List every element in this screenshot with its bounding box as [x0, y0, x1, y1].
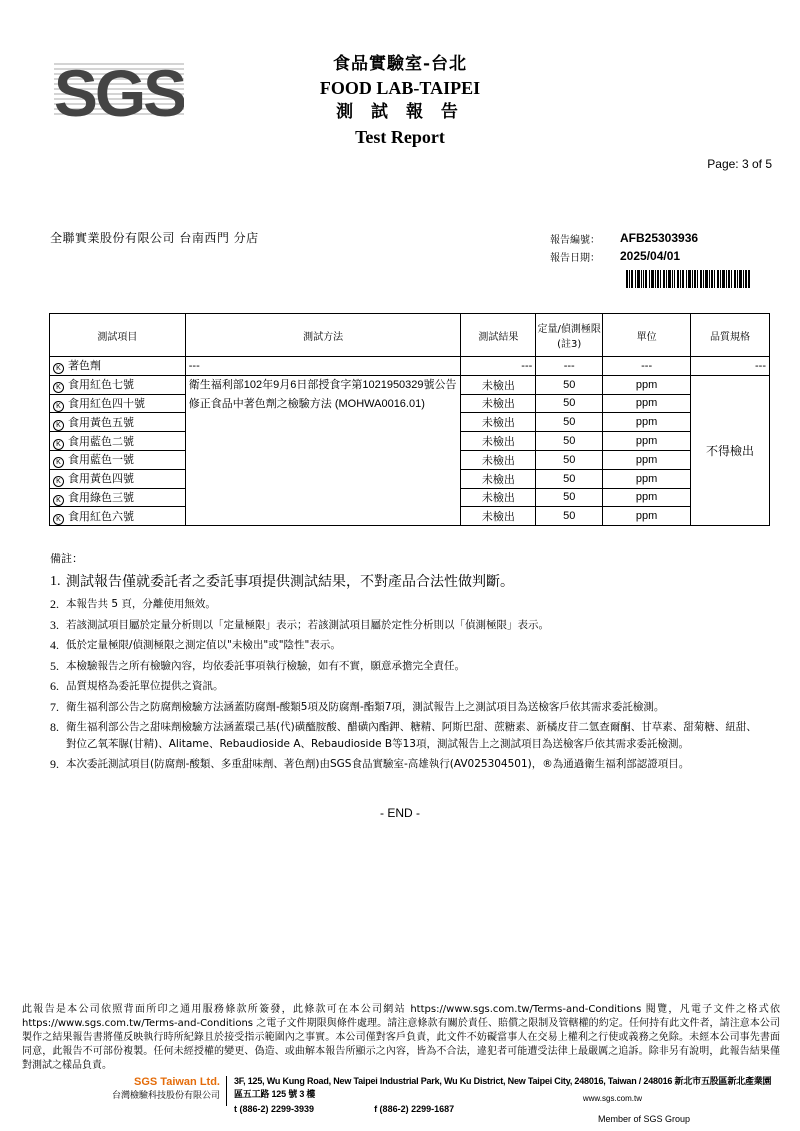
- footer-website[interactable]: www.sgs.com.tw: [582, 1094, 642, 1103]
- note-text: 衛生福利部公告之防腐劑檢驗方法涵蓋防腐劑-酸類5項及防腐劑-酯類7項，測試報告上之測試項目為送檢客戶依其需求委託檢測。: [66, 700, 665, 713]
- result-cell: 未檢出: [461, 375, 536, 394]
- table-row: [50, 375, 770, 394]
- limit-cell: 50: [536, 469, 603, 488]
- item-label: 食用藍色一號: [68, 454, 134, 467]
- note-number: 5.: [50, 658, 59, 673]
- unit-cell: ppm: [603, 432, 691, 451]
- results-table: [49, 313, 770, 526]
- group-spec: ---: [691, 357, 770, 376]
- unit-cell: ppm: [603, 488, 691, 507]
- report-title-en: Test Report: [355, 127, 445, 147]
- note-item: [50, 658, 765, 675]
- note-number: 3.: [50, 617, 59, 632]
- result-cell: 未檢出: [461, 413, 536, 432]
- limit-cell: 50: [536, 488, 603, 507]
- company-name-zh: 台灣檢驗科技股份有限公司: [111, 1091, 220, 1101]
- item-label: 食用紅色六號: [68, 510, 134, 523]
- note-number: 8.: [50, 720, 59, 734]
- footer-member: Member of SGS Group: [597, 1114, 690, 1124]
- k-mark-icon: K: [53, 401, 64, 412]
- footer-contact: [234, 1074, 780, 1114]
- note-item: [50, 572, 765, 592]
- footer: [22, 1072, 780, 1131]
- svg-text:SGS: SGS: [54, 58, 184, 120]
- end-marker: - END -: [380, 806, 420, 820]
- notes-section: [50, 550, 765, 777]
- item-label: 食用藍色二號: [68, 435, 134, 448]
- note-number: 4.: [50, 638, 59, 652]
- item-label: 食用紅色七號: [68, 379, 134, 392]
- table-row-group: [50, 357, 770, 376]
- group-method: ---: [185, 357, 461, 376]
- item-cell: [50, 432, 186, 451]
- item-label: 食用綠色三號: [68, 491, 134, 504]
- item-label: 食用黃色四號: [68, 473, 134, 486]
- note-text: 若該測試項目屬於定量分析則以「定量極限」表示；若該測試項目屬於定性分析則以「偵測極限」表示。: [66, 618, 549, 631]
- item-label: 食用紅色四十號: [68, 397, 145, 410]
- result-cell: 未檢出: [461, 450, 536, 469]
- limit-cell: 50: [536, 413, 603, 432]
- spec-cell: 不得檢出: [691, 375, 770, 525]
- barcode: [626, 270, 750, 288]
- note-text: 低於定量極限/偵測極限之測定值以"未檢出"或"陰性"表示。: [66, 639, 341, 651]
- unit-cell: ppm: [603, 507, 691, 526]
- item-cell: [50, 394, 186, 413]
- k-mark-icon: K: [53, 363, 64, 374]
- footer-company: [22, 1076, 227, 1106]
- result-cell: 未檢出: [461, 488, 536, 507]
- report-date-value: 2025/04/01: [620, 249, 681, 263]
- disclaimer: 此報告是本公司依照背面所印之通用服務條款所簽發，此條款可在本公司網站 https://www.sgs.com.tw/Terms-and-Conditions 閱覽，凡電子文件之格式依 https://www.sgs.com.tw/Terms-and-Conditions 之電子文件期限與條件處理。請注意條款有關於責任、賠償之限制及管轄權的約定。任何持有此文件者，請注意本公司製作之結果報告書將僅反映執行時所紀錄且於接受指示範圍內之事實。本公司僅對客戶負責，此文件不妨礙當事人在交易上權利之行使或義務之免除。未經本公司事先書面同意，此報告不可部份複製。任何未經授權的變更、偽造、或曲解本報告所顯示之內容，皆為不合法，違犯者可能遭受法律上最嚴厲之追訴。除非另有說明，此報告結果僅對測試之樣品負責。: [22, 1004, 780, 1071]
- note-number: 7.: [50, 699, 59, 714]
- unit-cell: ppm: [603, 375, 691, 394]
- group-item: [50, 357, 186, 376]
- k-mark-icon: K: [53, 420, 64, 431]
- note-item: [50, 756, 765, 773]
- footer-tel: t (886-2) 2299-3939: [234, 1104, 315, 1114]
- header-result: 測試結果: [461, 314, 536, 357]
- header-spec: 品質規格: [691, 314, 770, 357]
- note-number: 6.: [50, 679, 59, 693]
- page-number: Page: 3 of 5: [707, 157, 772, 171]
- header-limit: 定量/偵測極限(註3): [536, 314, 603, 357]
- report-no-value: AFB25303936: [620, 231, 699, 245]
- note-text: 衛生福利部公告之甜味劑檢驗方法涵蓋環己基(代)磺醯胺酸、醋磺內酯鉀、糖精、阿斯巴甜、蔗糖素、新橘皮苷二氫查爾酮、甘草素、甜菊糖、紐甜、對位乙氧苯脲(甘精)、Alitame、Rebaudioside A、Rebaudioside B等13項，測試報告上之測試項目為送檢客戶依其需求委託檢測。: [66, 721, 757, 750]
- limit-cell: 50: [536, 394, 603, 413]
- footer-fax: f (886-2) 2299-1687: [374, 1104, 455, 1114]
- group-limit: ---: [536, 357, 603, 376]
- note-item: [50, 596, 765, 613]
- limit-cell: 50: [536, 432, 603, 451]
- unit-cell: ppm: [603, 469, 691, 488]
- note-text: 測試報告僅就委託者之委託事項提供測試結果，不對產品合法性做判斷。: [66, 574, 514, 590]
- limit-cell: 50: [536, 450, 603, 469]
- unit-cell: ppm: [603, 413, 691, 432]
- lab-name-en: FOOD LAB-TAIPEI: [319, 78, 481, 98]
- result-cell: 未檢出: [461, 394, 536, 413]
- group-item-label: 著色劑: [68, 360, 101, 373]
- unit-cell: ppm: [603, 450, 691, 469]
- report-no-label: 報告編號：: [550, 234, 600, 246]
- k-mark-icon: K: [53, 495, 64, 506]
- note-item: [50, 699, 765, 716]
- report-title-zh: 測 試 報 告: [336, 102, 464, 122]
- limit-cell: 50: [536, 375, 603, 394]
- sgs-logo: [54, 58, 184, 120]
- note-number: 2.: [50, 597, 59, 611]
- note-text: 本次委託測試項目(防腐劑-酸類、多重甜味劑、著色劑)由SGS食品實驗室-高雄執行(AV025304501)，®為通過衛生福利部認證項目。: [66, 758, 690, 770]
- item-cell: [50, 450, 186, 469]
- note-item: [50, 719, 765, 752]
- k-mark-icon: K: [53, 457, 64, 468]
- note-number: 1.: [50, 574, 61, 589]
- method-cell: 衛生福利部102年9月6日部授食字第1021950329號公告修正食品中著色劑之檢驗方法 (MOHWA0016.01): [185, 375, 461, 525]
- header-method: 測試方法: [185, 314, 461, 357]
- note-number: 9.: [50, 757, 59, 771]
- note-text: 本報告共 5 頁，分離使用無效。: [66, 598, 216, 610]
- k-mark-icon: K: [53, 476, 64, 487]
- note-item: [50, 637, 765, 654]
- notes-list: [50, 572, 765, 773]
- k-mark-icon: K: [53, 514, 64, 525]
- result-cell: 未檢出: [461, 507, 536, 526]
- item-cell: [50, 507, 186, 526]
- group-unit: ---: [603, 357, 691, 376]
- item-label: 食用黃色五號: [68, 416, 134, 429]
- table-header-row: [50, 314, 770, 357]
- report-meta: [550, 229, 698, 265]
- note-text: 品質規格為委託單位提供之資訊。: [66, 680, 224, 692]
- item-cell: [50, 469, 186, 488]
- item-cell: [50, 375, 186, 394]
- note-text: 本檢驗報告之所有檢驗內容，均依委託事項執行檢驗，如有不實，願意承擔完全責任。: [66, 659, 465, 672]
- company-name-en: SGS Taiwan Ltd.: [134, 1076, 220, 1088]
- client-name: 全聯實業股份有限公司 台南西門 分店: [50, 231, 259, 245]
- result-cell: 未檢出: [461, 432, 536, 451]
- header-item: 測試項目: [50, 314, 186, 357]
- note-item: [50, 678, 765, 695]
- report-date-label: 報告日期：: [550, 252, 600, 264]
- k-mark-icon: K: [53, 382, 64, 393]
- notes-title: 備註：: [50, 552, 83, 565]
- lab-name-zh: 食品實驗室-台北: [332, 54, 468, 74]
- result-cell: 未檢出: [461, 469, 536, 488]
- item-cell: [50, 488, 186, 507]
- group-result: ---: [461, 357, 536, 376]
- k-mark-icon: K: [53, 439, 64, 450]
- item-cell: [50, 413, 186, 432]
- header-unit: 單位: [603, 314, 691, 357]
- limit-cell: 50: [536, 507, 603, 526]
- note-item: [50, 617, 765, 634]
- unit-cell: ppm: [603, 394, 691, 413]
- footer-address: 3F, 125, Wu Kung Road, New Taipei Industrial Park, Wu Ku District, New Taipei City, 248016, Taiwan / 248016 新北市五股區新北產業園區五工路 125 號 3 樓: [234, 1076, 772, 1099]
- report-header: [250, 52, 550, 150]
